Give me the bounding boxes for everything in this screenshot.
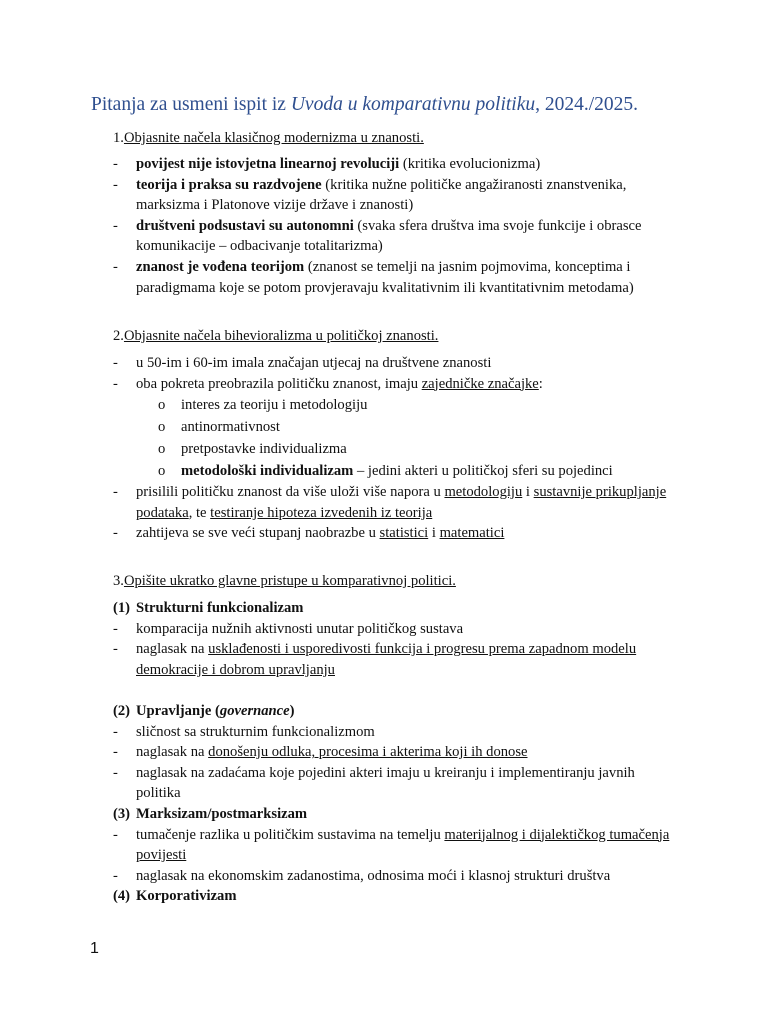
section-heading: (1) Strukturni funkcionalizam (113, 600, 304, 616)
list-item: - naglasak na zadaćama koje pojedini akteri imaju u kreiranju i implementiranju javnih politika (113, 764, 635, 802)
list-item: - komparacija nužnih aktivnosti unutar političkog sustava (113, 620, 464, 637)
list-item: - u 50-im i 60-im imala značajan utjecaj na društvene znanosti (113, 355, 492, 371)
list-item: - naglasak na ekonomskim zadanostima, odnosima moći i klasnoj strukturi društva (113, 867, 611, 884)
sub-list-item: o interes za teoriju i metodologiju (158, 397, 368, 414)
sub-list-item: o pretpostavke individualizma (158, 441, 347, 458)
list-item: - naglasak na donošenju odluka, procesima i akterima koji ih donose (113, 744, 528, 761)
list-item: - naglasak na usklađenosti i usporedivosti funkcija i progresu prema zapadnom modelu demokracije i dobrom upravljanju (113, 641, 637, 678)
list-item: - društveni podsustavi su autonomni (svaka sfera društva ima svoje funkcije i obrasce komunikacije – odbacivanje totalitarizma) (113, 217, 642, 255)
list-item: - tumačenje razlika u političkim sustavima na temelju materijalnog i dijalektičkog tumačenja povijesti (113, 826, 670, 864)
question-2-list (113, 353, 673, 544)
question-2: 2.Objasnite načela bihevioralizma u političkoj znanosti. (113, 328, 439, 344)
sub-list-item: o antinormativnost (158, 419, 280, 436)
section-heading: (2) Upravljanje (governance) (113, 702, 295, 719)
list-item: - znanost je vođena teorijom (znanost se temelji na jasnim pojmovima, konceptima i paradigmama koje se potom provjeravaju kvalitativnim ili kvantitativnim metodama) (113, 258, 634, 296)
question-1: 1.Objasnite načela klasičnog modernizma u znanosti. (113, 130, 424, 146)
list-item: - prisilili političku znanost da više uloži više napora u metodologiju i sustavnije prikupljanje podataka, te testiranje hipoteza izvedenih iz teorija (113, 484, 667, 521)
list-item: - povijest nije istovjetna linearnoj revoluciji (kritika evolucionizma) (113, 156, 541, 172)
question-3: 3.Opišite ukratko glavne pristupe u komparativnoj politici. (113, 573, 456, 589)
section-heading: (4) Korporativizam (113, 888, 237, 905)
page-title: Pitanja za usmeni ispit iz Uvoda u komparativnu politiku, 2024./2025. (91, 94, 639, 115)
page-number: 1 (90, 940, 99, 957)
list-item: - sličnost sa strukturnim funkcionalizmom (113, 723, 375, 740)
question-1-list (113, 154, 673, 298)
section-heading: (3) Marksizam/postmarksizam (113, 805, 308, 822)
question-3-list (113, 598, 673, 907)
list-item: - zahtijeva se sve veći stupanj naobrazbe u statistici i matematici (113, 525, 505, 542)
title-italic: Uvoda u komparativnu politiku (290, 94, 536, 115)
sub-list-item: o metodološki individualizam – jedini akteri u političkoj sferi su pojedinci (158, 463, 613, 480)
list-item: - oba pokreta preobrazila političku znanost, imaju zajedničke značajke: (113, 375, 543, 392)
list-item: - teorija i praksa su razdvojene (kritika nužne političke angažiranosti znanstvenika, marksizma i Platonove vizije države i znanosti) (113, 176, 627, 214)
